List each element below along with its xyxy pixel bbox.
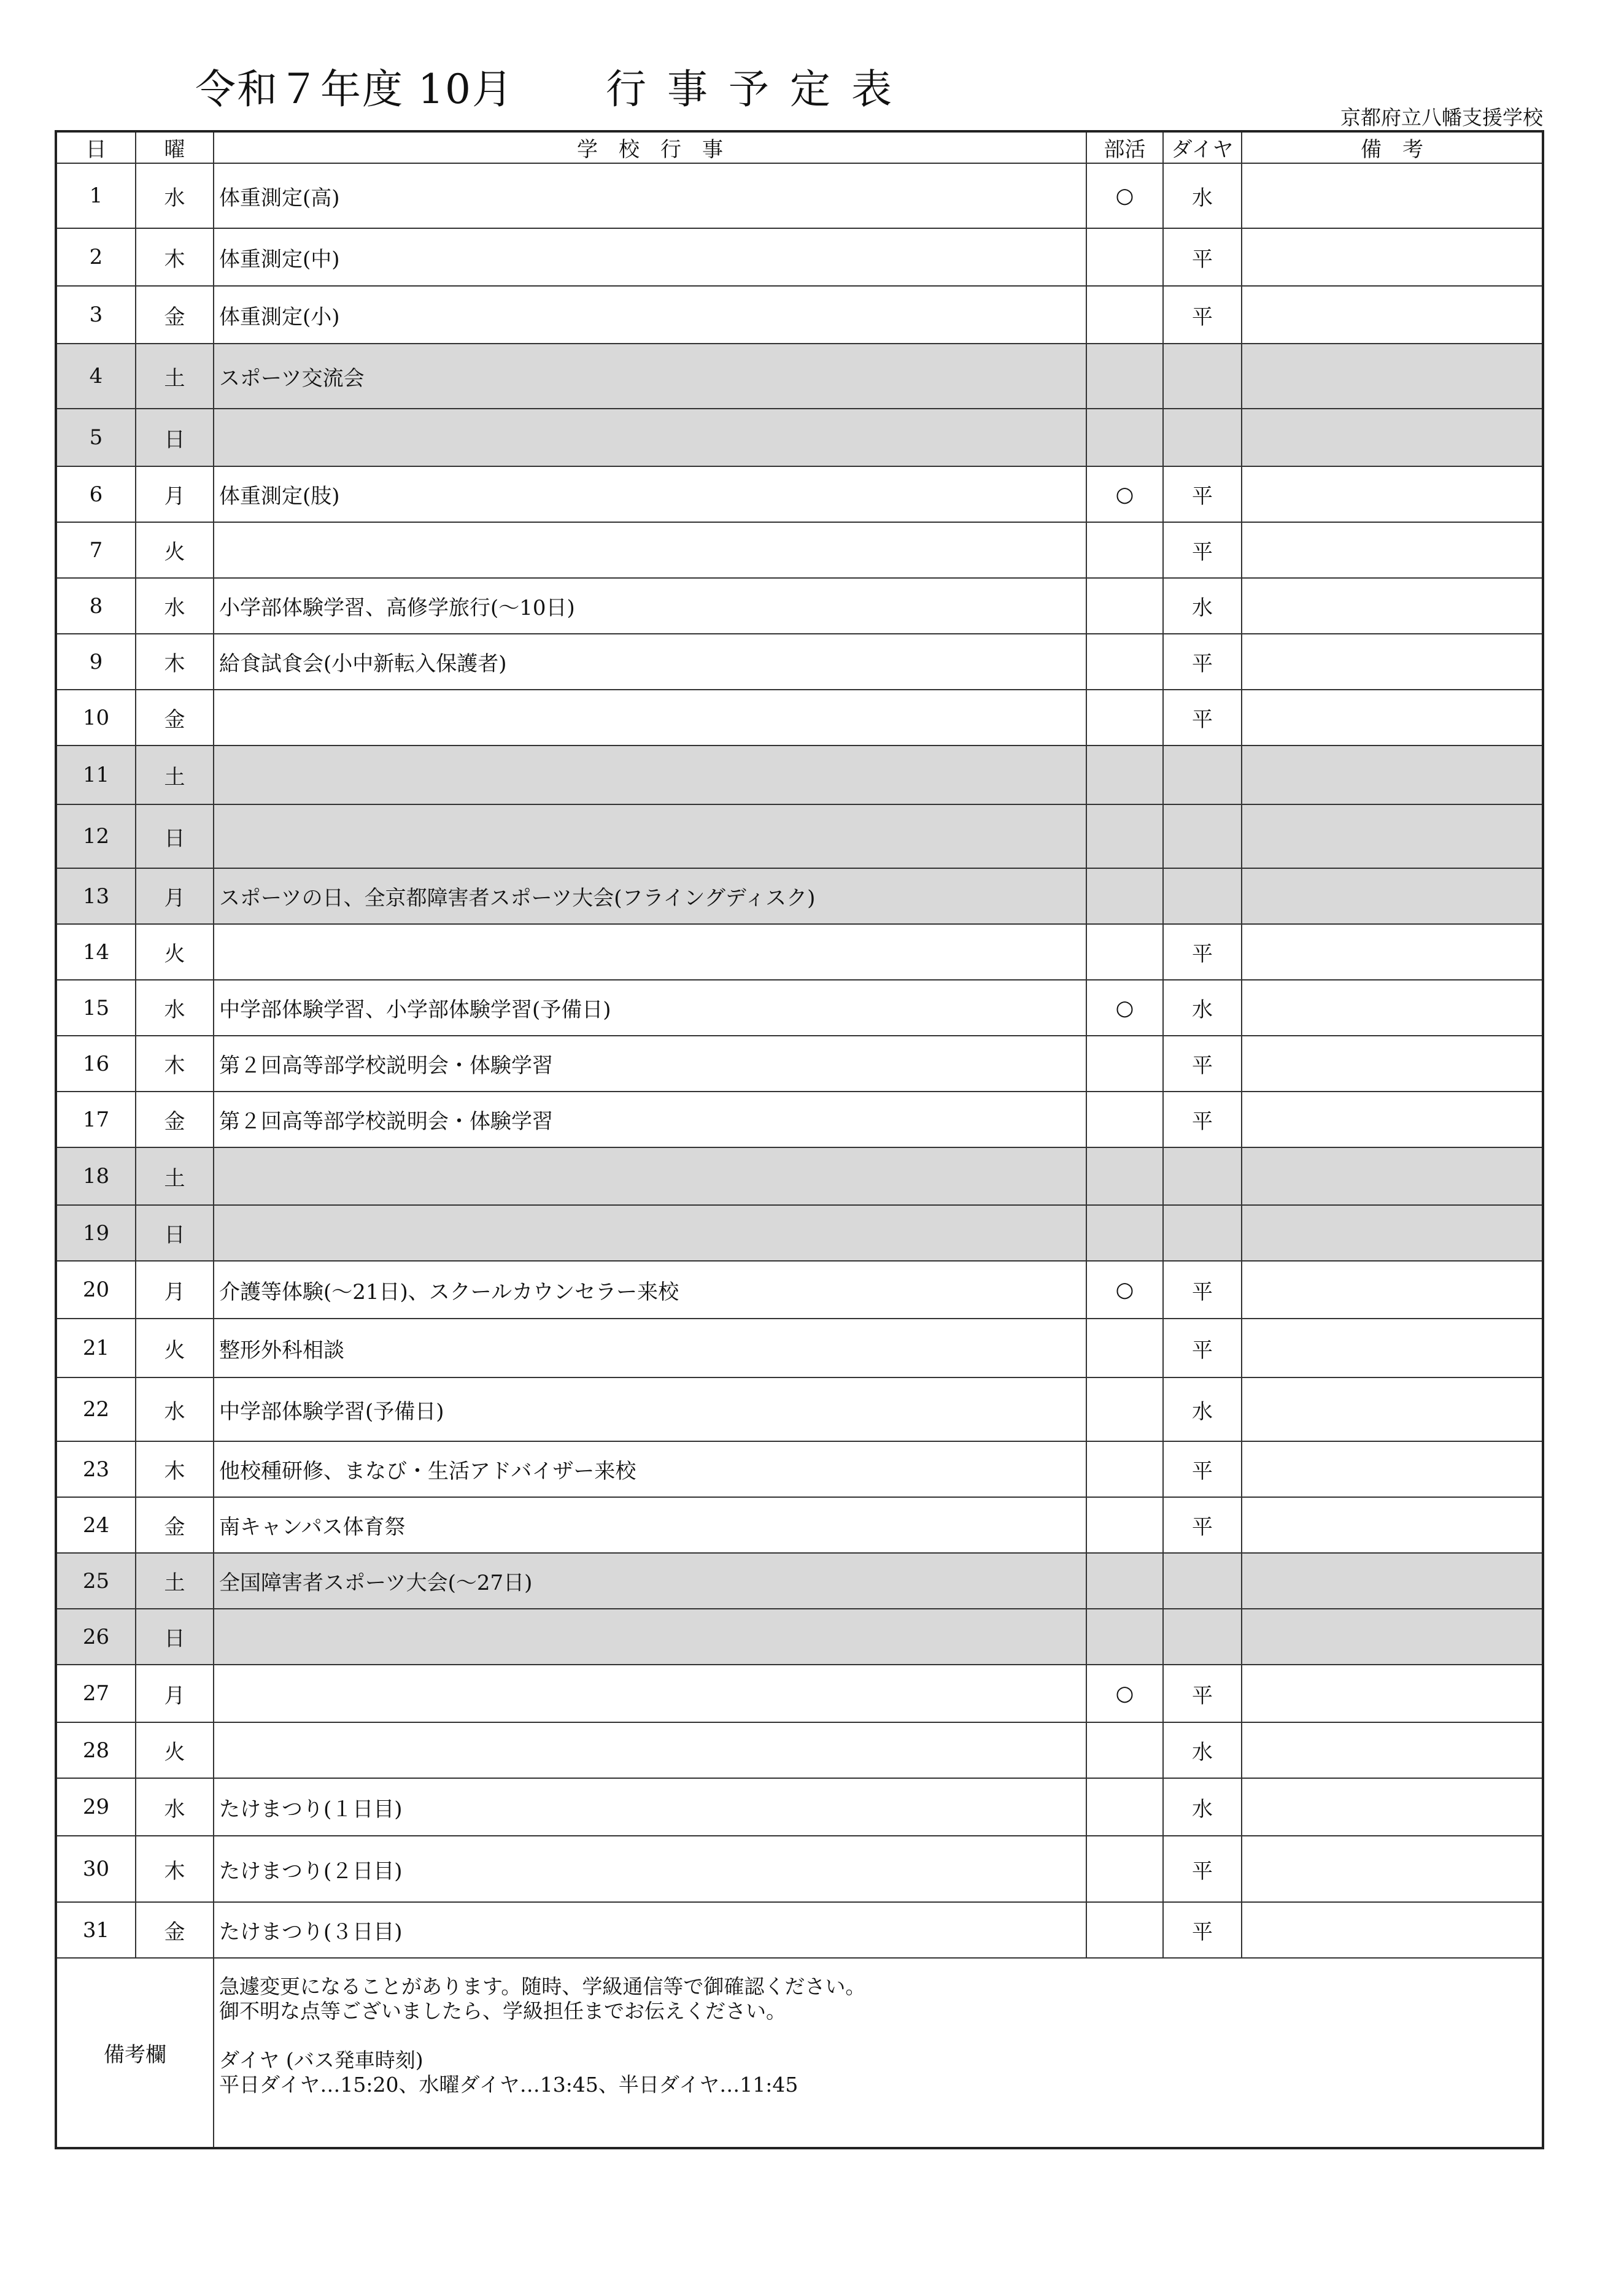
weekday-cell: 土 xyxy=(136,1553,214,1609)
event-cell xyxy=(214,1147,1086,1205)
dia-cell: 平 xyxy=(1163,522,1242,578)
weekday-cell: 金 xyxy=(136,286,214,344)
table-row xyxy=(56,868,1543,924)
day-cell: 1 xyxy=(56,163,136,228)
event-cell: 全国障害者スポーツ大会(～27日) xyxy=(214,1553,1086,1609)
club-cell xyxy=(1086,1092,1163,1147)
dia-cell xyxy=(1163,1147,1242,1205)
event-cell: 体重測定(小) xyxy=(214,286,1086,344)
table-row xyxy=(56,634,1543,690)
event-cell xyxy=(214,804,1086,868)
notes-cell xyxy=(1242,924,1543,980)
table-row xyxy=(56,344,1543,409)
day-cell: 7 xyxy=(56,522,136,578)
dia-cell xyxy=(1163,804,1242,868)
table-row xyxy=(56,1261,1543,1319)
club-cell xyxy=(1086,1722,1163,1778)
remarks-line: 急遽変更になることがあります。随時、学級通信等で御確認ください。 xyxy=(219,1974,866,1998)
event-cell: 体重測定(高) xyxy=(214,163,1086,228)
notes-cell xyxy=(1242,690,1543,745)
day-cell: 2 xyxy=(56,228,136,286)
dia-cell: 平 xyxy=(1163,286,1242,344)
club-cell xyxy=(1086,745,1163,804)
club-cell xyxy=(1086,690,1163,745)
table-row xyxy=(56,745,1543,804)
dia-cell: 水 xyxy=(1163,578,1242,634)
notes-cell xyxy=(1242,163,1543,228)
event-cell xyxy=(214,1609,1086,1665)
club-cell xyxy=(1086,286,1163,344)
day-cell: 24 xyxy=(56,1497,136,1553)
notes-cell xyxy=(1242,980,1543,1036)
table-row xyxy=(56,804,1543,868)
remarks-row xyxy=(56,1958,1543,2148)
notes-cell xyxy=(1242,286,1543,344)
dia-cell: 平 xyxy=(1163,228,1242,286)
table-row xyxy=(56,1778,1543,1836)
notes-cell xyxy=(1242,1036,1543,1092)
dia-cell xyxy=(1163,1609,1242,1665)
dia-cell xyxy=(1163,409,1242,466)
notes-cell xyxy=(1242,1722,1543,1778)
day-cell: 16 xyxy=(56,1036,136,1092)
day-cell: 13 xyxy=(56,868,136,924)
weekday-cell: 日 xyxy=(136,1205,214,1261)
day-cell: 31 xyxy=(56,1902,136,1958)
weekday-cell: 日 xyxy=(136,1609,214,1665)
day-cell: 28 xyxy=(56,1722,136,1778)
club-cell xyxy=(1086,924,1163,980)
weekday-cell: 土 xyxy=(136,1147,214,1205)
weekday-cell: 木 xyxy=(136,1836,214,1902)
notes-cell xyxy=(1242,804,1543,868)
day-cell: 6 xyxy=(56,466,136,522)
table-row xyxy=(56,1553,1543,1609)
club-cell xyxy=(1086,1497,1163,1553)
dia-cell: 水 xyxy=(1163,980,1242,1036)
dia-cell: 平 xyxy=(1163,1665,1242,1722)
notes-cell xyxy=(1242,578,1543,634)
notes-cell xyxy=(1242,1497,1543,1553)
table-row xyxy=(56,1722,1543,1778)
title-name: 行事予定表 xyxy=(605,66,913,113)
title-era: 令和７年度 xyxy=(195,66,404,113)
club-cell xyxy=(1086,1441,1163,1497)
event-cell: たけまつり(３日目) xyxy=(214,1902,1086,1958)
event-cell xyxy=(214,1205,1086,1261)
event-cell: スポーツの日、全京都障害者スポーツ大会(フライングディスク) xyxy=(214,868,1086,924)
event-cell: 第２回高等部学校説明会・体験学習 xyxy=(214,1092,1086,1147)
day-cell: 23 xyxy=(56,1441,136,1497)
page-title xyxy=(195,56,913,115)
table-row xyxy=(56,466,1543,522)
weekday-cell: 金 xyxy=(136,1497,214,1553)
remarks-line: 平日ダイヤ…15:20、水曜ダイヤ…13:45、半日ダイヤ…11:45 xyxy=(219,2073,798,2097)
club-cell xyxy=(1086,804,1163,868)
day-cell: 17 xyxy=(56,1092,136,1147)
day-cell: 8 xyxy=(56,578,136,634)
dia-cell: 平 xyxy=(1163,1441,1242,1497)
remarks-label: 備考欄 xyxy=(56,1958,214,2148)
weekday-cell: 水 xyxy=(136,578,214,634)
day-cell: 9 xyxy=(56,634,136,690)
day-cell: 10 xyxy=(56,690,136,745)
weekday-cell: 金 xyxy=(136,1092,214,1147)
weekday-cell: 木 xyxy=(136,634,214,690)
dia-cell: 平 xyxy=(1163,1319,1242,1377)
day-cell: 26 xyxy=(56,1609,136,1665)
event-cell: 中学部体験学習(予備日) xyxy=(214,1377,1086,1441)
table-row xyxy=(56,924,1543,980)
club-cell xyxy=(1086,1778,1163,1836)
event-cell: スポーツ交流会 xyxy=(214,344,1086,409)
day-cell: 20 xyxy=(56,1261,136,1319)
club-cell xyxy=(1086,1147,1163,1205)
dia-cell xyxy=(1163,745,1242,804)
weekday-cell: 水 xyxy=(136,163,214,228)
notes-cell xyxy=(1242,228,1543,286)
event-cell: 介護等体験(～21日)、スクールカウンセラー来校 xyxy=(214,1261,1086,1319)
event-cell: 他校種研修、まなび・生活アドバイザー来校 xyxy=(214,1441,1086,1497)
club-cell xyxy=(1086,344,1163,409)
dia-cell xyxy=(1163,868,1242,924)
club-cell xyxy=(1086,1609,1163,1665)
notes-cell xyxy=(1242,1441,1543,1497)
club-cell xyxy=(1086,522,1163,578)
club-cell xyxy=(1086,409,1163,466)
event-cell: 南キャンパス体育祭 xyxy=(214,1497,1086,1553)
notes-cell xyxy=(1242,344,1543,409)
club-cell xyxy=(1086,1553,1163,1609)
club-cell xyxy=(1086,1377,1163,1441)
weekday-cell: 金 xyxy=(136,690,214,745)
table-row xyxy=(56,1205,1543,1261)
day-cell: 12 xyxy=(56,804,136,868)
day-cell: 18 xyxy=(56,1147,136,1205)
dia-cell: 平 xyxy=(1163,1261,1242,1319)
header-row xyxy=(56,131,1543,163)
day-cell: 27 xyxy=(56,1665,136,1722)
remarks-line: 御不明な点等ございましたら、学級担任までお伝えください。 xyxy=(219,1999,786,2023)
header-club: 部活 xyxy=(1086,131,1163,163)
club-cell: ○ xyxy=(1086,466,1163,522)
dia-cell: 平 xyxy=(1163,1902,1242,1958)
table-row xyxy=(56,1497,1543,1553)
club-cell xyxy=(1086,1902,1163,1958)
weekday-cell: 火 xyxy=(136,1319,214,1377)
event-cell: 第２回高等部学校説明会・体験学習 xyxy=(214,1036,1086,1092)
table-row xyxy=(56,690,1543,745)
weekday-cell: 火 xyxy=(136,924,214,980)
event-cell: 整形外科相談 xyxy=(214,1319,1086,1377)
notes-cell xyxy=(1242,745,1543,804)
day-cell: 15 xyxy=(56,980,136,1036)
weekday-cell: 水 xyxy=(136,980,214,1036)
notes-cell xyxy=(1242,1147,1543,1205)
day-cell: 30 xyxy=(56,1836,136,1902)
event-cell xyxy=(214,522,1086,578)
weekday-cell: 金 xyxy=(136,1902,214,1958)
weekday-cell: 月 xyxy=(136,466,214,522)
table-row xyxy=(56,1092,1543,1147)
notes-cell xyxy=(1242,1092,1543,1147)
event-cell xyxy=(214,1665,1086,1722)
notes-cell xyxy=(1242,1205,1543,1261)
dia-cell: 水 xyxy=(1163,1778,1242,1836)
dia-cell xyxy=(1163,1553,1242,1609)
table-row xyxy=(56,409,1543,466)
notes-cell xyxy=(1242,466,1543,522)
dia-cell: 平 xyxy=(1163,690,1242,745)
notes-cell xyxy=(1242,1836,1543,1902)
club-cell xyxy=(1086,578,1163,634)
day-cell: 5 xyxy=(56,409,136,466)
club-cell xyxy=(1086,1036,1163,1092)
header-dia: ダイヤ xyxy=(1163,131,1242,163)
event-cell: 小学部体験学習、高修学旅行(～10日) xyxy=(214,578,1086,634)
day-cell: 19 xyxy=(56,1205,136,1261)
notes-cell xyxy=(1242,868,1543,924)
club-cell: ○ xyxy=(1086,1665,1163,1722)
weekday-cell: 火 xyxy=(136,522,214,578)
event-cell xyxy=(214,745,1086,804)
schedule-table xyxy=(55,130,1544,2149)
weekday-cell: 日 xyxy=(136,804,214,868)
weekday-cell: 土 xyxy=(136,745,214,804)
notes-cell xyxy=(1242,1778,1543,1836)
notes-cell xyxy=(1242,1319,1543,1377)
club-cell xyxy=(1086,634,1163,690)
table-row xyxy=(56,1902,1543,1958)
header-notes: 備 考 xyxy=(1242,131,1543,163)
remarks-line: ダイヤ (バス発車時刻) xyxy=(219,2048,423,2072)
event-cell: 中学部体験学習、小学部体験学習(予備日) xyxy=(214,980,1086,1036)
notes-cell xyxy=(1242,522,1543,578)
dia-cell: 平 xyxy=(1163,1092,1242,1147)
weekday-cell: 日 xyxy=(136,409,214,466)
day-cell: 21 xyxy=(56,1319,136,1377)
club-cell: ○ xyxy=(1086,1261,1163,1319)
table-row xyxy=(56,286,1543,344)
table-row xyxy=(56,1609,1543,1665)
day-cell: 14 xyxy=(56,924,136,980)
club-cell: ○ xyxy=(1086,163,1163,228)
club-cell xyxy=(1086,868,1163,924)
day-cell: 11 xyxy=(56,745,136,804)
club-cell xyxy=(1086,228,1163,286)
table-row xyxy=(56,1036,1543,1092)
event-cell xyxy=(214,690,1086,745)
event-cell: たけまつり(１日目) xyxy=(214,1778,1086,1836)
club-cell xyxy=(1086,1205,1163,1261)
event-cell: 給食試食会(小中新転入保護者) xyxy=(214,634,1086,690)
dia-cell: 平 xyxy=(1163,1497,1242,1553)
title-month: 10月 xyxy=(417,66,514,113)
notes-cell xyxy=(1242,1609,1543,1665)
table-row xyxy=(56,980,1543,1036)
table-row xyxy=(56,1441,1543,1497)
notes-cell xyxy=(1242,1261,1543,1319)
table-row xyxy=(56,1836,1543,1902)
table-row xyxy=(56,1377,1543,1441)
notes-cell xyxy=(1242,1553,1543,1609)
notes-cell xyxy=(1242,409,1543,466)
table-row xyxy=(56,228,1543,286)
notes-cell xyxy=(1242,1377,1543,1441)
day-cell: 22 xyxy=(56,1377,136,1441)
weekday-cell: 水 xyxy=(136,1377,214,1441)
weekday-cell: 水 xyxy=(136,1778,214,1836)
event-cell: 体重測定(肢) xyxy=(214,466,1086,522)
dia-cell xyxy=(1163,1205,1242,1261)
header-weekday: 曜 xyxy=(136,131,214,163)
weekday-cell: 火 xyxy=(136,1722,214,1778)
notes-cell xyxy=(1242,1665,1543,1722)
dia-cell: 平 xyxy=(1163,924,1242,980)
day-cell: 25 xyxy=(56,1553,136,1609)
weekday-cell: 月 xyxy=(136,1261,214,1319)
event-cell: たけまつり(２日目) xyxy=(214,1836,1086,1902)
day-cell: 4 xyxy=(56,344,136,409)
school-name: 京都府立八幡支援学校 xyxy=(1340,106,1543,129)
notes-cell xyxy=(1242,634,1543,690)
table-row xyxy=(56,522,1543,578)
notes-cell xyxy=(1242,1902,1543,1958)
header-events: 学 校 行 事 xyxy=(214,131,1086,163)
dia-cell: 平 xyxy=(1163,634,1242,690)
weekday-cell: 月 xyxy=(136,868,214,924)
remarks-text xyxy=(214,1958,1543,2148)
dia-cell: 水 xyxy=(1163,1722,1242,1778)
event-cell xyxy=(214,409,1086,466)
event-cell xyxy=(214,1722,1086,1778)
dia-cell: 平 xyxy=(1163,1836,1242,1902)
header-day: 日 xyxy=(56,131,136,163)
table-row xyxy=(56,163,1543,228)
club-cell xyxy=(1086,1836,1163,1902)
club-cell xyxy=(1086,1319,1163,1377)
weekday-cell: 木 xyxy=(136,1036,214,1092)
table-row xyxy=(56,578,1543,634)
weekday-cell: 土 xyxy=(136,344,214,409)
dia-cell: 水 xyxy=(1163,163,1242,228)
weekday-cell: 月 xyxy=(136,1665,214,1722)
dia-cell xyxy=(1163,344,1242,409)
club-cell: ○ xyxy=(1086,980,1163,1036)
table-row xyxy=(56,1319,1543,1377)
dia-cell: 水 xyxy=(1163,1377,1242,1441)
event-cell xyxy=(214,924,1086,980)
day-cell: 3 xyxy=(56,286,136,344)
dia-cell: 平 xyxy=(1163,1036,1242,1092)
dia-cell: 平 xyxy=(1163,466,1242,522)
day-cell: 29 xyxy=(56,1778,136,1836)
event-cell: 体重測定(中) xyxy=(214,228,1086,286)
table-row xyxy=(56,1665,1543,1722)
weekday-cell: 木 xyxy=(136,228,214,286)
table-row xyxy=(56,1147,1543,1205)
weekday-cell: 木 xyxy=(136,1441,214,1497)
